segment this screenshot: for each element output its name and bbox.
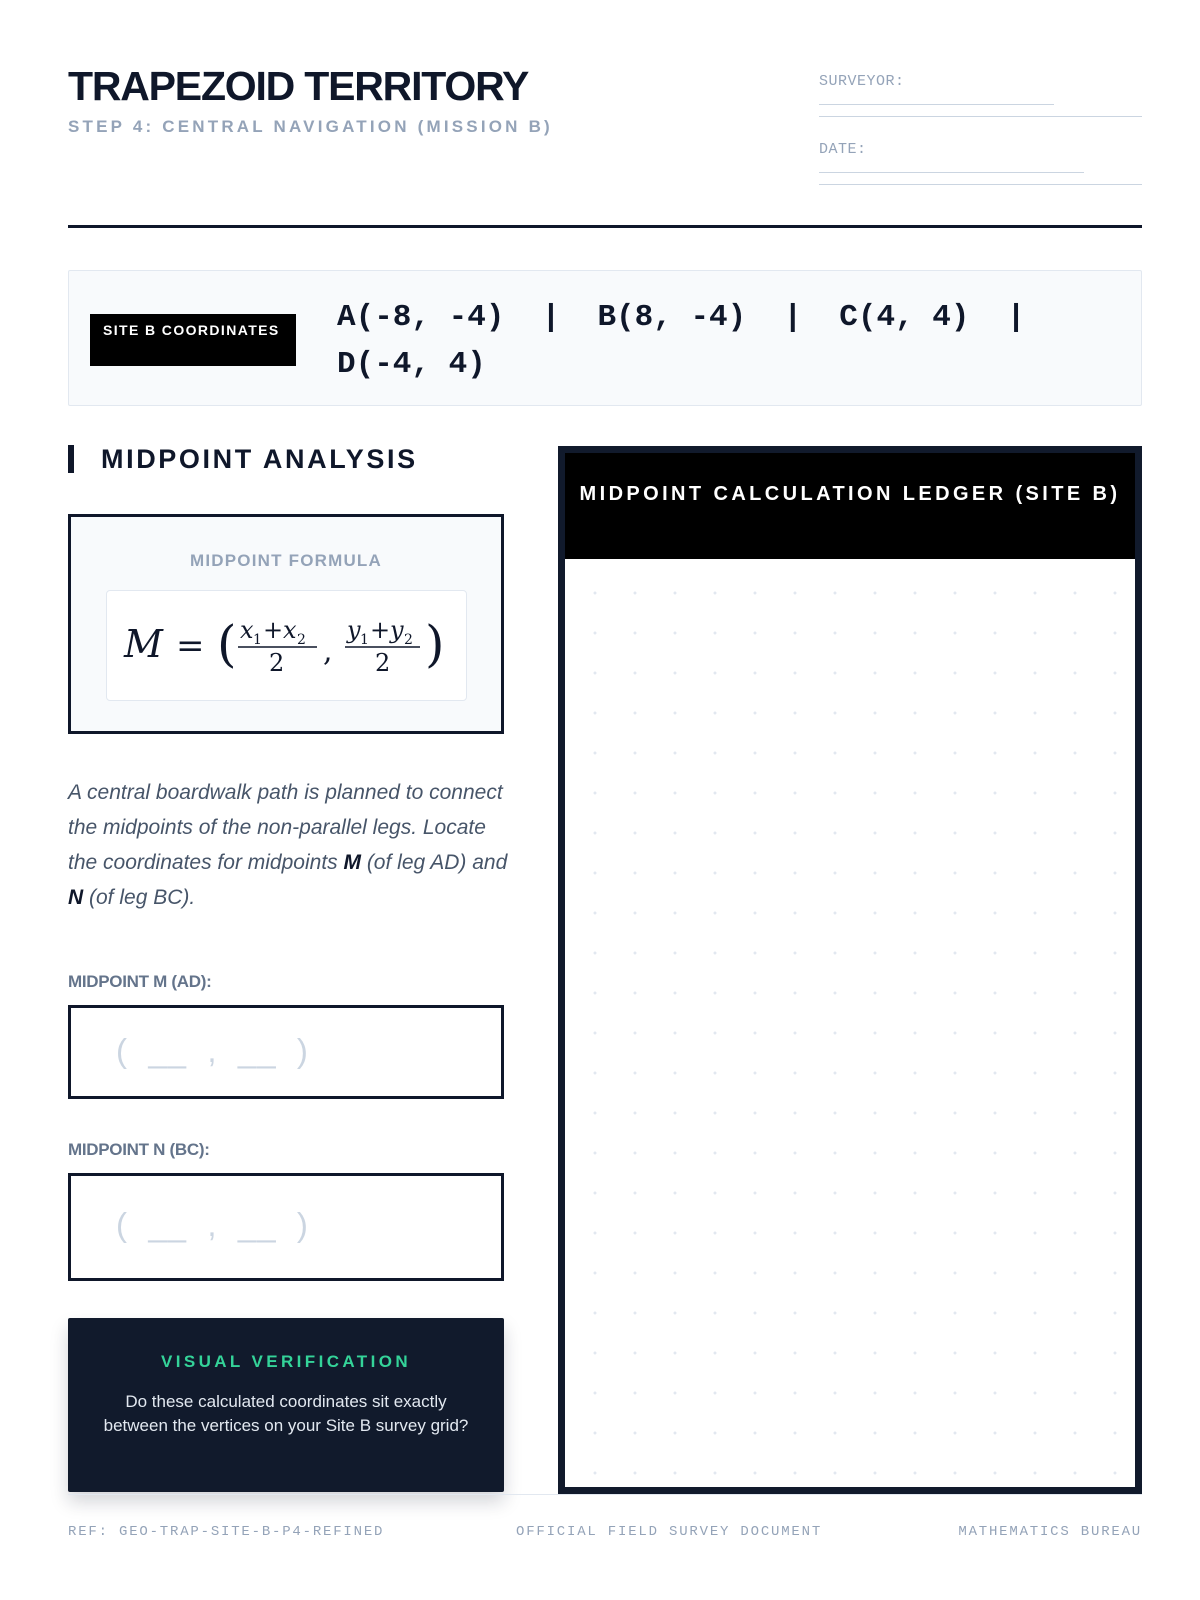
footer-right: MATHEMATICS BUREAU (958, 1524, 1142, 1540)
surveyor-label: SURVEYOR: (819, 73, 905, 90)
ledger-work-area[interactable] (565, 559, 1135, 1487)
date-underline-long (819, 184, 1142, 185)
site-coordinates-panel (68, 270, 1142, 406)
midpoint-formula (107, 591, 466, 700)
formula-close-paren: ) (425, 615, 445, 673)
ledger-header (565, 453, 1135, 559)
midpoint-n-placeholder: ( __ , __ ) (116, 1206, 309, 1243)
formula-y1: y (347, 616, 361, 644)
formula-open-paren: ( (217, 615, 237, 673)
page-subtitle: STEP 4: CENTRAL NAVIGATION (MISSION B) (68, 117, 553, 136)
section-title: MIDPOINT ANALYSIS (101, 443, 418, 474)
formula-plus-y: + (370, 616, 391, 644)
ledger-title: MIDPOINT CALCULATION LEDGER (SITE B) (579, 483, 1121, 505)
visual-verification-panel (68, 1318, 504, 1492)
verify-text: Do these calculated coordinates sit exactly between the vertices on your Site B survey grid? (103, 1392, 469, 1435)
site-badge: SITE B COORDINATES (90, 314, 296, 366)
page-title: TRAPEZOID TERRITORY (68, 63, 529, 109)
formula-x2-sub: 2 (297, 632, 306, 648)
description-text-3: (of leg BC). (83, 886, 196, 909)
formula-equals: = (176, 626, 205, 666)
description-midpoint-m: M (343, 851, 361, 874)
formula-y-denominator: 2 (375, 649, 391, 677)
surveyor-underline (819, 104, 1054, 105)
task-description (68, 775, 508, 915)
site-coordinates: A(-8, -4) | B(8, -4) | C(4, 4) | D(-4, 4) (337, 300, 1063, 382)
formula-x-denominator: 2 (269, 649, 285, 677)
header-divider (68, 225, 1142, 228)
footer-center: OFFICIAL FIELD SURVEY DOCUMENT (516, 1524, 823, 1540)
midpoint-m-answer-box[interactable] (68, 1005, 504, 1099)
surveyor-underline-long (819, 116, 1142, 117)
section-accent-bar (68, 445, 74, 473)
formula-comma: , (323, 634, 333, 669)
calculation-ledger (558, 446, 1142, 1494)
date-label: DATE: (819, 141, 867, 158)
midpoint-n-answer-box[interactable] (68, 1173, 504, 1281)
formula-x1-sub: 1 (253, 632, 262, 648)
formula-label: MIDPOINT FORMULA (189, 551, 382, 570)
formula-panel (68, 514, 504, 734)
meta-fields (819, 72, 1142, 174)
formula-lhs: M (124, 622, 163, 666)
worksheet-page (68, 0, 1142, 1600)
formula-card (106, 590, 467, 701)
surveyor-field[interactable] (819, 92, 1142, 106)
midpoint-n-label: MIDPOINT N (BC): (68, 1140, 210, 1159)
verify-title: VISUAL VERIFICATION (160, 1352, 412, 1371)
formula-y2-sub: 2 (404, 632, 413, 648)
formula-x2: x (283, 616, 297, 644)
description-text-1: A central boardwalk path is planned to connect the midpoints of the non-parallel legs. Locate the coordinates for midpoints (68, 781, 503, 874)
description-midpoint-n: N (68, 886, 84, 909)
formula-plus-x: + (263, 616, 284, 644)
description-text-2: (of leg AD) and (360, 851, 508, 874)
formula-y2: y (390, 616, 404, 644)
midpoint-m-label: MIDPOINT M (AD): (68, 972, 212, 991)
date-field[interactable] (819, 160, 1142, 174)
formula-y1-sub: 1 (360, 632, 369, 648)
footer-ref: REF: GEO-TRAP-SITE-B-P4-REFINED (68, 1524, 385, 1540)
formula-x1: x (240, 616, 254, 644)
section-heading (68, 445, 418, 473)
date-underline (819, 172, 1084, 173)
footer-divider (68, 1494, 1142, 1495)
midpoint-m-placeholder: ( __ , __ ) (116, 1032, 309, 1069)
